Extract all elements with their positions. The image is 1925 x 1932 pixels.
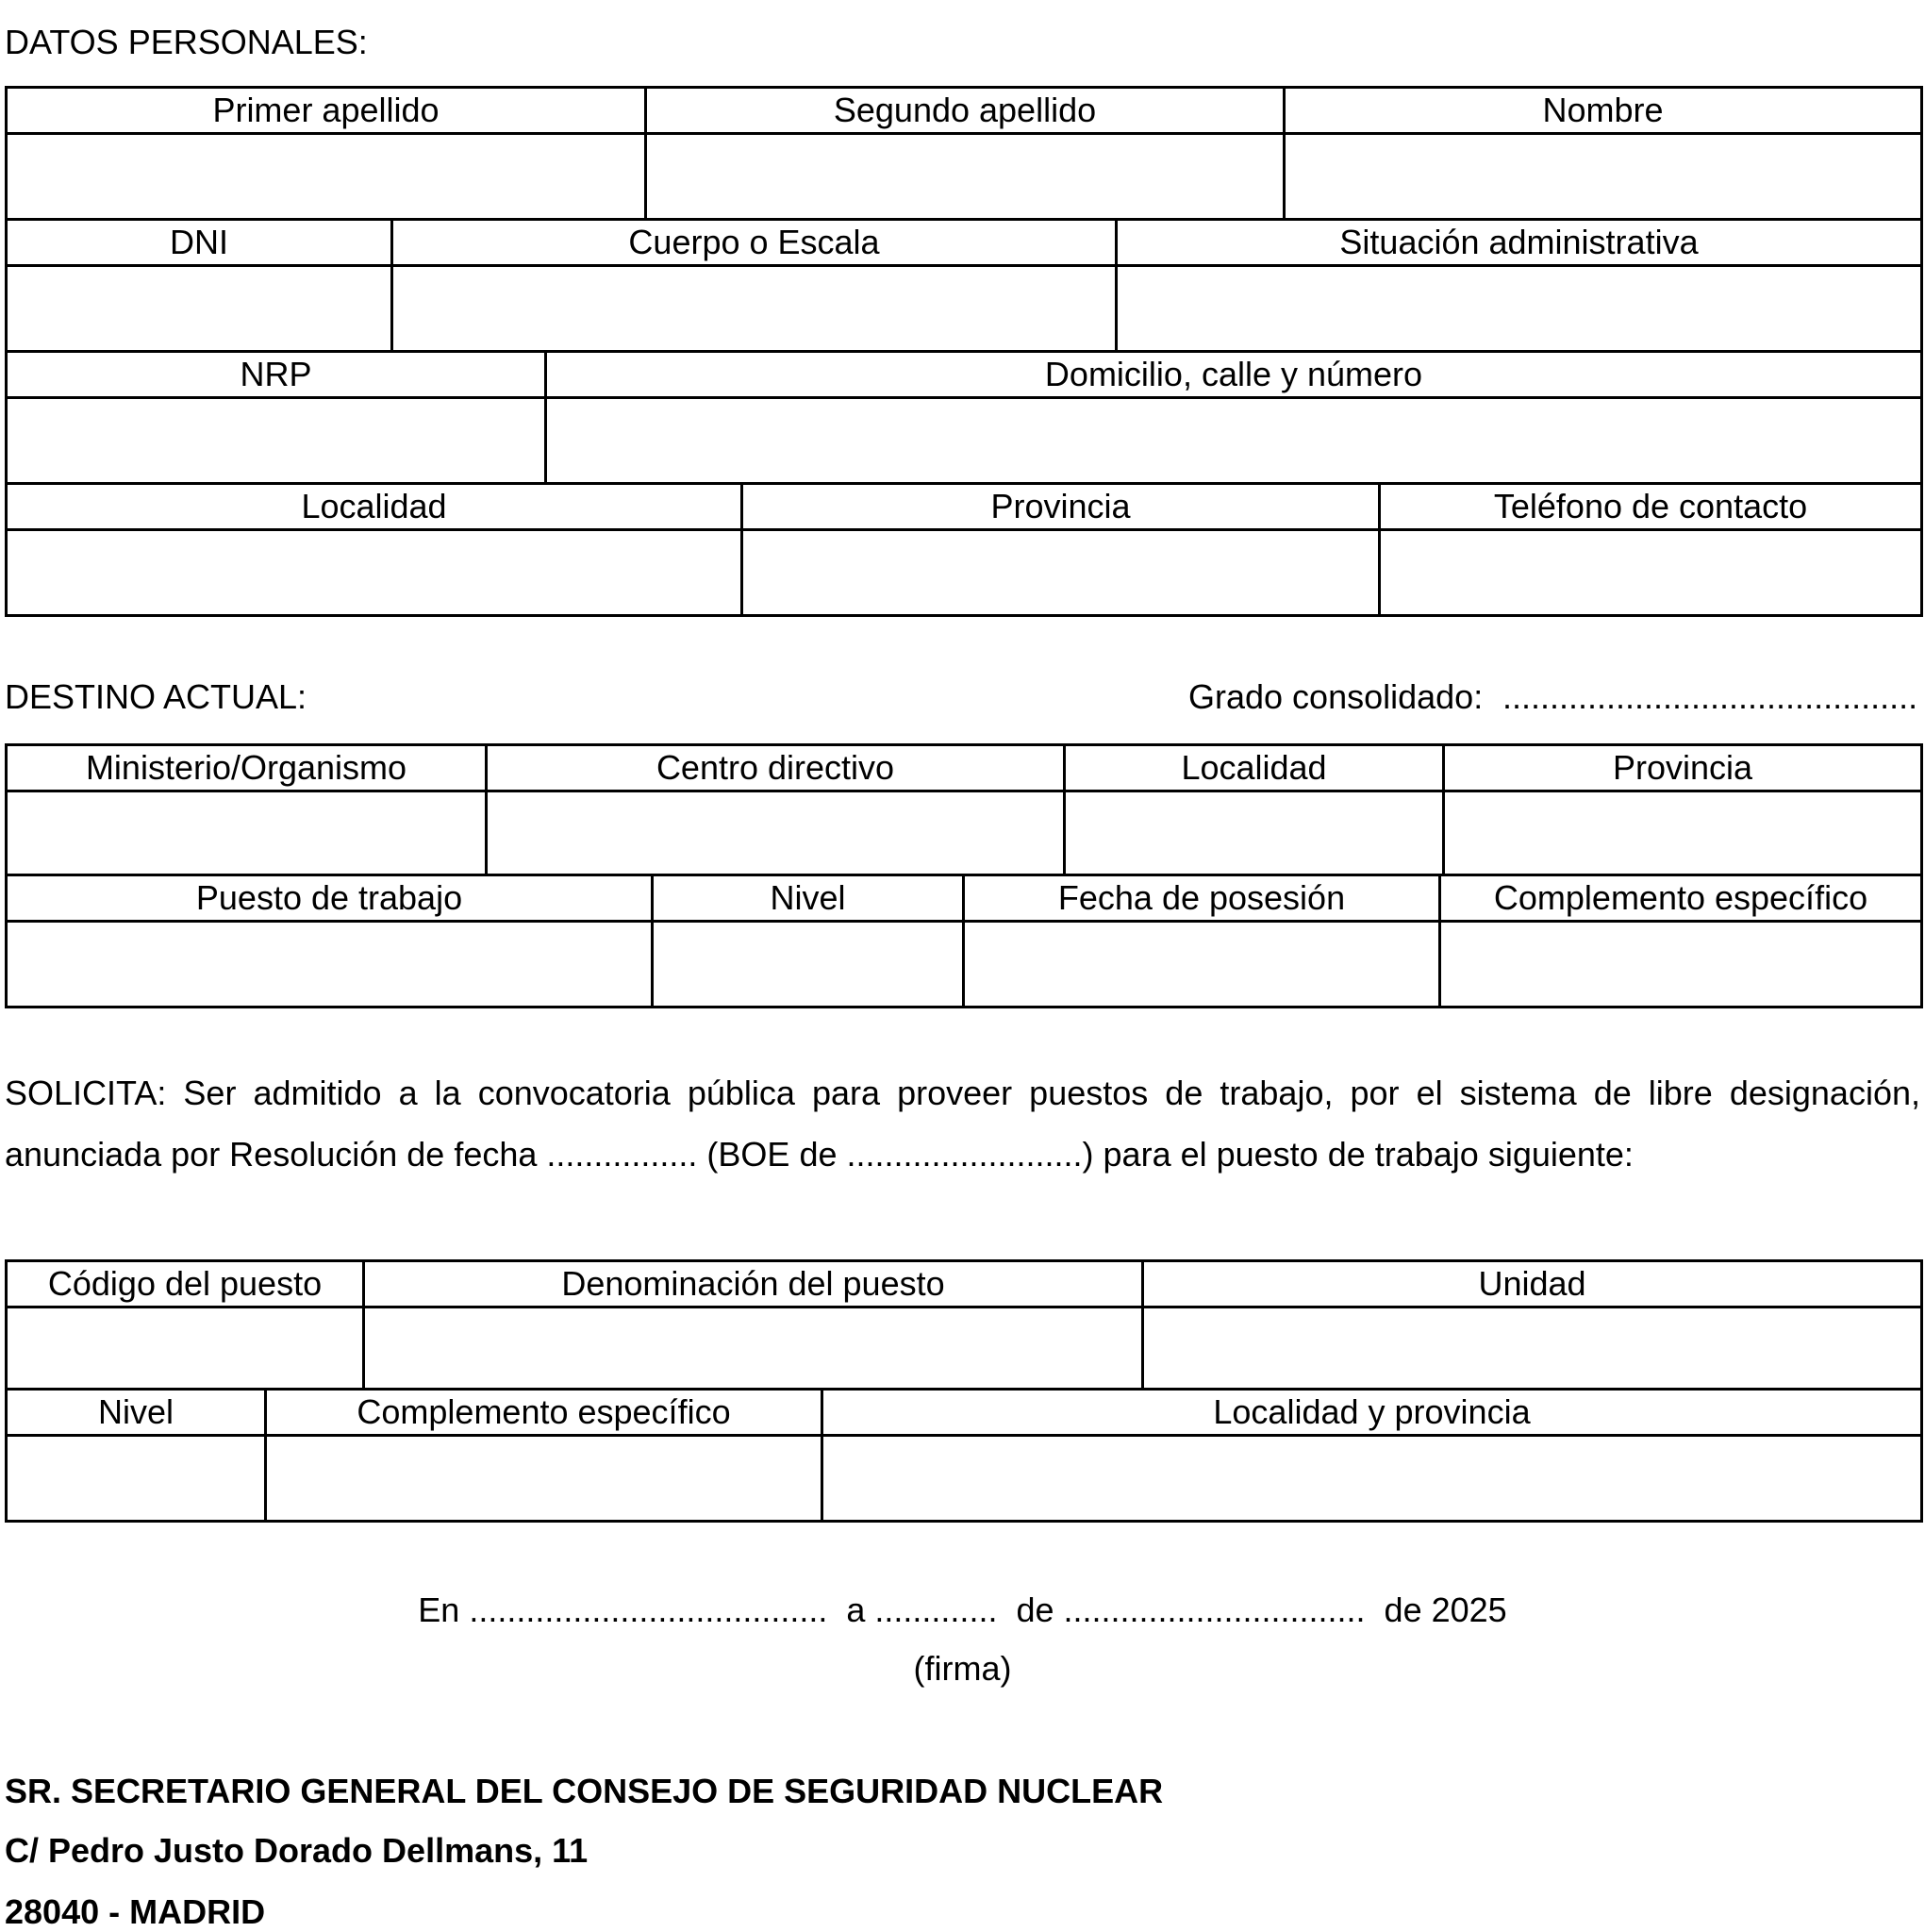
header-dni: DNI (7, 220, 392, 266)
input-unidad[interactable] (1143, 1307, 1922, 1390)
header-situacion-administrativa: Situación administrativa (1117, 220, 1922, 266)
solicita-paragraph-line2: anunciada por Resolución de fecha ................ (BOE de .........................) para el puesto de trabajo siguiente: (5, 1135, 1634, 1174)
puesto-solicitado-table-codigo (5, 1259, 1923, 1391)
input-destino-localidad[interactable] (1065, 791, 1444, 875)
input-provincia[interactable] (742, 530, 1380, 616)
header-destino-localidad: Localidad (1065, 745, 1444, 791)
puesto-solicitado-table-nivel (5, 1388, 1923, 1523)
header-unidad: Unidad (1143, 1261, 1922, 1307)
date-fill-in-line[interactable]: En ...................................... a ............. de ................................ de 2025 (418, 1591, 1507, 1629)
datos-personales-table-dni (5, 218, 1923, 353)
solicita-paragraph-line1: SOLICITA: Ser admitido a la convocatoria pública para proveer puestos de trabajo, por el sistema de libre designación, (5, 1074, 1920, 1112)
header-provincia: Provincia (742, 484, 1380, 530)
input-solicitado-complemento[interactable] (266, 1436, 822, 1522)
input-puesto-trabajo[interactable] (7, 922, 653, 1008)
input-situacion-administrativa[interactable] (1117, 266, 1922, 352)
input-domicilio[interactable] (546, 398, 1922, 484)
input-localidad-provincia[interactable] (822, 1436, 1922, 1522)
input-destino-provincia[interactable] (1444, 791, 1922, 875)
header-nombre: Nombre (1285, 88, 1922, 134)
input-localidad[interactable] (7, 530, 742, 616)
header-ministerio-organismo: Ministerio/Organismo (7, 745, 487, 791)
input-destino-complemento[interactable] (1440, 922, 1922, 1008)
header-codigo-puesto: Código del puesto (7, 1261, 364, 1307)
footer-addressee: SR. SECRETARIO GENERAL DEL CONSEJO DE SEGURIDAD NUCLEAR (5, 1772, 1164, 1810)
header-destino-complemento: Complemento específico (1440, 875, 1922, 922)
header-solicitado-nivel: Nivel (7, 1390, 266, 1436)
header-puesto-trabajo: Puesto de trabajo (7, 875, 653, 922)
input-segundo-apellido[interactable] (646, 134, 1285, 220)
destino-actual-row (5, 677, 1920, 724)
grado-consolidado-label: Grado consolidado: (1188, 677, 1484, 716)
input-ministerio-organismo[interactable] (7, 791, 487, 875)
destino-actual-table-organismo (5, 743, 1923, 876)
input-solicitado-nivel[interactable] (7, 1436, 266, 1522)
header-nrp: NRP (7, 352, 546, 398)
input-destino-nivel[interactable] (653, 922, 964, 1008)
header-denominacion-puesto: Denominación del puesto (364, 1261, 1143, 1307)
header-cuerpo-escala: Cuerpo o Escala (392, 220, 1117, 266)
input-codigo-puesto[interactable] (7, 1307, 364, 1390)
datos-personales-table-localidad (5, 482, 1923, 617)
header-solicitado-complemento: Complemento específico (266, 1390, 822, 1436)
header-localidad-provincia: Localidad y provincia (822, 1390, 1922, 1436)
input-denominacion-puesto[interactable] (364, 1307, 1143, 1390)
header-fecha-posesion: Fecha de posesión (964, 875, 1440, 922)
input-primer-apellido[interactable] (7, 134, 646, 220)
input-nombre[interactable] (1285, 134, 1922, 220)
datos-personales-table-apellidos (5, 86, 1923, 221)
datos-personales-title: DATOS PERSONALES: (5, 23, 368, 61)
header-primer-apellido: Primer apellido (7, 88, 646, 134)
header-telefono: Teléfono de contacto (1380, 484, 1922, 530)
input-fecha-posesion[interactable] (964, 922, 1440, 1008)
input-nrp[interactable] (7, 398, 546, 484)
footer-street-address: C/ Pedro Justo Dorado Dellmans, 11 (5, 1831, 589, 1870)
destino-actual-table-puesto (5, 874, 1923, 1008)
header-localidad: Localidad (7, 484, 742, 530)
input-dni[interactable] (7, 266, 392, 352)
firma-label: (firma) (913, 1649, 1012, 1688)
header-domicilio: Domicilio, calle y número (546, 352, 1922, 398)
input-cuerpo-escala[interactable] (392, 266, 1117, 352)
datos-personales-table-nrp (5, 350, 1923, 485)
input-centro-directivo[interactable] (487, 791, 1065, 875)
header-destino-provincia: Provincia (1444, 745, 1922, 791)
destino-actual-title: DESTINO ACTUAL: (5, 677, 307, 716)
grado-consolidado-blank[interactable]: ............................................ (1502, 677, 1918, 716)
header-destino-nivel: Nivel (653, 875, 964, 922)
footer-postal-city: 28040 - MADRID (5, 1892, 266, 1931)
header-centro-directivo: Centro directivo (487, 745, 1065, 791)
header-segundo-apellido: Segundo apellido (646, 88, 1285, 134)
input-telefono[interactable] (1380, 530, 1922, 616)
